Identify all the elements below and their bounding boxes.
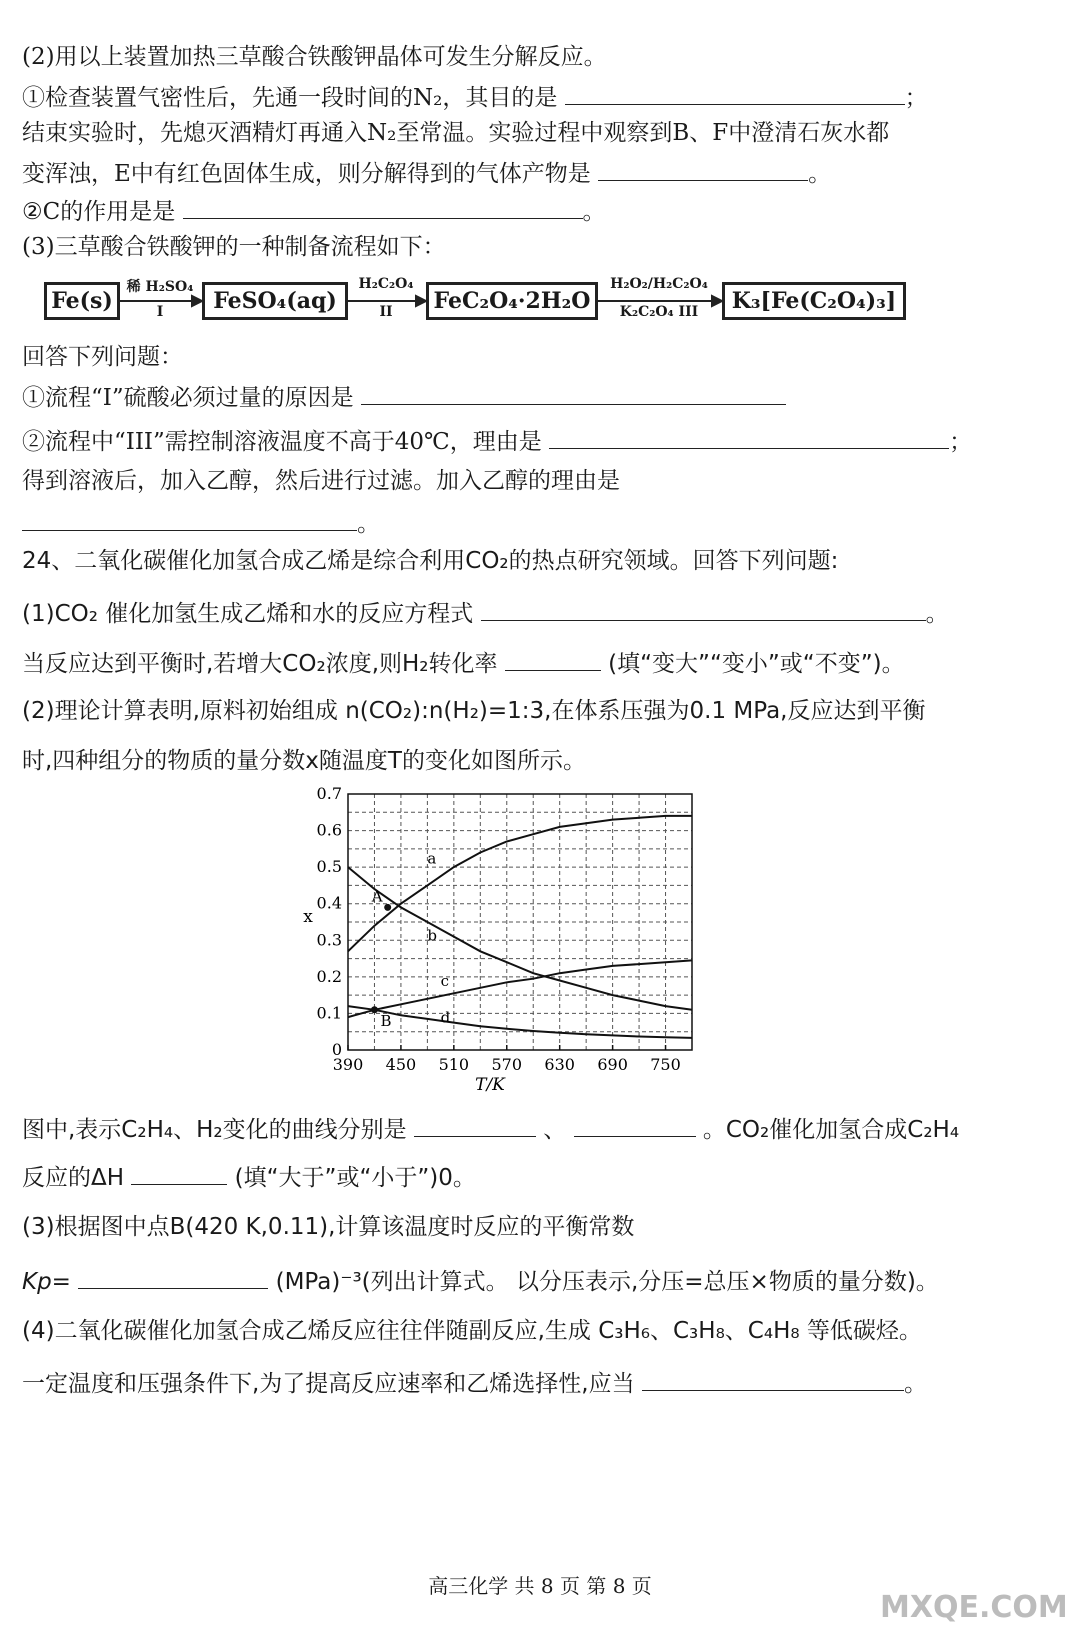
question-2-part-1 (22, 80, 1060, 113)
answer-blank[interactable] (361, 380, 786, 405)
question-text-line: 得到溶液后，加入乙醇，然后进行过滤。加入乙醇的理由是 (22, 468, 620, 494)
y-tick-label: 0.4 (316, 893, 342, 913)
question-text: ②流程中“III”需控制溶液温度不高于40℃，理由是 (22, 429, 542, 455)
y-tick-label: 0 (331, 1040, 342, 1059)
answer-blank[interactable] (642, 1366, 904, 1391)
point-label-A: A (371, 887, 383, 906)
question-24-title: 24、二氧化碳催化加氢合成乙烯是综合利用CO₂的热点研究领域。回答下列问题: (22, 548, 839, 574)
answer-blank[interactable] (22, 506, 357, 531)
series-line-c (348, 960, 692, 1017)
question-text-line (22, 1264, 1060, 1297)
x-tick-label: 630 (544, 1055, 575, 1074)
series-line-d (348, 1006, 692, 1038)
answer-blank[interactable] (481, 596, 926, 621)
answer-blank[interactable] (131, 1160, 227, 1185)
point-B (371, 1006, 378, 1013)
question-text: (1)CO₂ 催化加氢生成乙烯和水的反应方程式 (22, 601, 474, 627)
y-tick-label: 0.7 (316, 784, 342, 803)
question-text-line (22, 156, 1060, 189)
punctuation: ； (904, 85, 928, 111)
question-text: 、 (543, 1117, 567, 1143)
punctuation: 。 (903, 1371, 927, 1397)
series-line-a (348, 816, 692, 951)
question-3-title: (3)三草酸合铁酸钾的一种制备流程如下： (22, 234, 446, 260)
question-text: (MPa)⁻³(列出计算式。 以分压表示,分压=总压×物质的量分数)。 (275, 1269, 939, 1295)
question-24-part-4: (4)二氧化碳催化加氢合成乙烯反应往往伴随副反应,生成 C₃H₆、C₃H₈、C₄H₈ 等低碳烃。 (22, 1318, 922, 1344)
question-text: 反应的ΔH (22, 1165, 125, 1191)
question-text-line (22, 506, 1060, 539)
answer-blank[interactable] (549, 424, 949, 449)
question-text: (填“变大”“变小”或“不变”)。 (608, 651, 905, 677)
mole-fraction-chart (296, 780, 716, 1100)
question-text-line (22, 1112, 1060, 1145)
question-text: ①检查装置气密性后，先通一段时间的N₂，其目的是 (22, 85, 558, 111)
question-text: 变浑浊，E中有红色固体生成，则分解得到的气体产物是 (22, 161, 591, 187)
flow-box: FeC₂O₄·2H₂O (426, 282, 598, 320)
x-tick-label: 690 (597, 1055, 628, 1074)
question-2-title: (2)用以上装置加热三草酸合铁酸钾晶体可发生分解反应。 (22, 44, 607, 70)
flow-box: K₃[Fe(C₂O₄)₃] (722, 282, 906, 320)
x-tick-label: 390 (332, 1055, 364, 1074)
point-label-B: B (380, 1011, 392, 1030)
x-axis-label: T/K (475, 1075, 505, 1095)
question-text-line (22, 1160, 1060, 1193)
page-footer: 高三化学 共 8 页 第 8 页 (428, 1574, 652, 1598)
answer-blank[interactable] (78, 1264, 268, 1289)
y-tick-label: 0.2 (316, 966, 342, 986)
question-text: (填“大于”或“小于”)0。 (234, 1165, 476, 1191)
punctuation: 。 (357, 511, 380, 537)
series-label-b: b (427, 926, 437, 945)
y-axis-label: x (303, 907, 313, 927)
question-24-part-3: (3)根据图中点B(420 K,0.11),计算该温度时反应的平衡常数 (22, 1214, 635, 1240)
arrow-label-bottom: K₂C₂O₄ III (619, 304, 699, 320)
question-24-part-2: (2)理论计算表明,原料初始组成 n(CO₂):n(H₂)=1:3,在体系压强为0.1 MPa,反应达到平衡 (22, 698, 926, 724)
y-tick-label: 0.1 (316, 1003, 342, 1023)
y-tick-label: 0.6 (316, 820, 342, 840)
x-tick-label: 570 (491, 1055, 523, 1074)
arrow-label-bottom: I (156, 304, 164, 320)
arrow-label-top: H₂C₂O₄ (358, 276, 414, 292)
question-2-part-2 (22, 194, 1060, 227)
flow-box: Fe(s) (44, 282, 120, 320)
question-text-line: 时,四种组分的物质的量分数x随温度T的变化如图所示。 (22, 748, 586, 774)
watermark: MXQE.COM (880, 1590, 1068, 1625)
y-tick-label: 0.3 (316, 930, 342, 950)
x-tick-label: 750 (650, 1055, 681, 1074)
punctuation: ； (949, 429, 973, 455)
punctuation: 。 (582, 199, 606, 225)
point-A (384, 904, 391, 911)
answer-blank[interactable] (574, 1112, 696, 1137)
punctuation: 。 (925, 601, 949, 627)
series-label-c: c (440, 972, 450, 990)
question-text: ②C的作用是是 (22, 199, 176, 225)
question-text-line (22, 1366, 1060, 1399)
question-text: ①流程“I”硫酸必须过量的原因是 (22, 385, 354, 411)
question-text: 图中,表示C₂H₄、H₂变化的曲线分别是 (22, 1117, 407, 1143)
series-label-a: a (427, 849, 437, 868)
question-text: 。CO₂催化加氢合成C₂H₄ (702, 1117, 960, 1143)
question-3-part-1 (22, 380, 1060, 413)
question-text: 一定温度和压强条件下,为了提高反应速率和乙烯选择性,应当 (22, 1371, 635, 1397)
punctuation: 。 (808, 161, 832, 187)
question-text: Kp= (22, 1269, 71, 1295)
y-tick-label: 0.5 (316, 857, 342, 877)
arrow-label-bottom: II (379, 304, 393, 320)
arrow-label-top: H₂O₂/H₂C₂O₄ (610, 276, 708, 292)
arrow-label-top: 稀 H₂SO₄ (126, 279, 194, 295)
question-text-line: 结束实验时，先熄灭酒精灯再通入N₂至常温。实验过程中观察到B、F中澄清石灰水都 (22, 120, 890, 146)
answer-blank[interactable] (505, 646, 601, 671)
flow-box: FeSO₄(aq) (202, 282, 348, 320)
x-tick-label: 510 (438, 1055, 470, 1074)
x-tick-label: 450 (385, 1055, 417, 1074)
answer-blank[interactable] (414, 1112, 536, 1137)
series-line-b (348, 867, 692, 1010)
series-label-d: d (440, 1008, 451, 1027)
answer-blank[interactable] (565, 80, 905, 105)
question-text: 当反应达到平衡时,若增大CO₂浓度,则H₂转化率 (22, 651, 498, 677)
question-24-part-1 (22, 596, 1060, 629)
question-3-part-2 (22, 424, 1060, 457)
question-text-line (22, 646, 1060, 679)
question-text-line: 回答下列问题： (22, 344, 183, 370)
answer-blank[interactable] (183, 194, 583, 219)
answer-blank[interactable] (598, 156, 808, 181)
